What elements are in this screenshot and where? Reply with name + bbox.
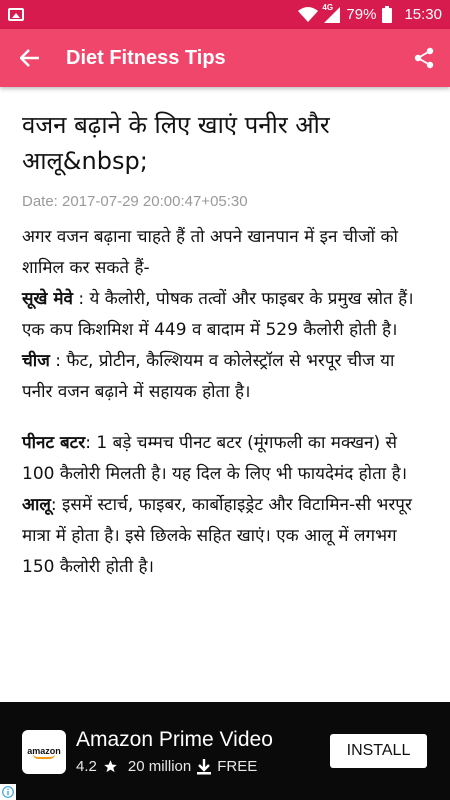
ad-banner[interactable]	[0, 702, 450, 800]
share-button[interactable]	[398, 29, 450, 87]
section-text: : ये कैलोरी, पोषक तत्वों और फाइबर के प्रमुख स्रोत हैं। एक कप किशमिश में 449 व बादाम में 529 कैलोरी होती है।	[22, 289, 414, 340]
ad-logo-text: amazon	[27, 745, 61, 756]
ad-meta	[76, 758, 257, 775]
ad-info-button[interactable]	[0, 784, 16, 800]
article-section	[22, 284, 426, 346]
status-bar	[0, 0, 450, 29]
amazon-logo	[22, 730, 66, 774]
ad-rating: 4.2	[76, 758, 97, 775]
section-term: पीनट बटर	[22, 433, 86, 453]
app-title: Diet Fitness Tips	[66, 46, 226, 69]
article-content[interactable]	[0, 87, 450, 702]
install-button[interactable]: INSTALL	[330, 734, 427, 768]
star-icon	[103, 759, 118, 774]
section-term: सूखे मेवे	[22, 289, 73, 309]
section-term: आलू	[22, 495, 51, 515]
ad-price: FREE	[217, 758, 258, 775]
article-intro: अगर वजन बढ़ाना चाहते हैं तो अपने खानपान में इन चीजों को शामिल कर सकते हैं-	[22, 227, 398, 278]
paragraph-gap	[22, 408, 426, 428]
app-bar	[0, 29, 450, 87]
article-title: वजन बढ़ाने के लिए खाएं पनीर और आलू&nbsp;	[22, 111, 330, 175]
article-body	[22, 222, 426, 583]
download-icon	[197, 759, 211, 775]
image-icon	[8, 8, 24, 21]
ad-title: Amazon Prime Video	[76, 728, 273, 751]
section-text: : 1 बड़े चम्मच पीनट बटर (मूंगफली का मक्खन) से 100 कैलोरी मिलती है। यह दिल के लिए भी फायदेमंद होता है।	[22, 433, 408, 484]
battery-icon	[382, 6, 392, 23]
battery-level: 79%	[346, 6, 377, 23]
section-term: चीज	[22, 351, 50, 371]
clock: 15:30	[404, 6, 442, 23]
article-section	[22, 490, 426, 583]
back-arrow-icon	[20, 49, 40, 67]
signal-label: 4G	[322, 2, 334, 12]
article-section	[22, 428, 426, 490]
amazon-smile-icon	[33, 754, 55, 759]
share-icon	[413, 47, 435, 69]
article-date: Date: 2017-07-29 20:00:47+05:30	[22, 193, 248, 210]
info-icon	[2, 786, 14, 798]
article-section	[22, 346, 426, 408]
ad-downloads: 20 million	[127, 758, 192, 775]
back-button[interactable]	[0, 29, 60, 87]
wifi-icon	[298, 7, 318, 23]
section-text: : फैट, प्रोटीन, कैल्शियम व कोलेस्ट्रॉल से भरपूर चीज या पनीर वजन बढ़ाने में सहायक होता है।	[22, 351, 395, 402]
section-text: : इसमें स्टार्च, फाइबर, कार्बोहाइड्रेट और विटामिन-सी भरपूर मात्रा में होता है। इसे छिलके सहित खाएं। एक आलू में लगभग 150 कैलोरी होती है।	[22, 495, 412, 577]
